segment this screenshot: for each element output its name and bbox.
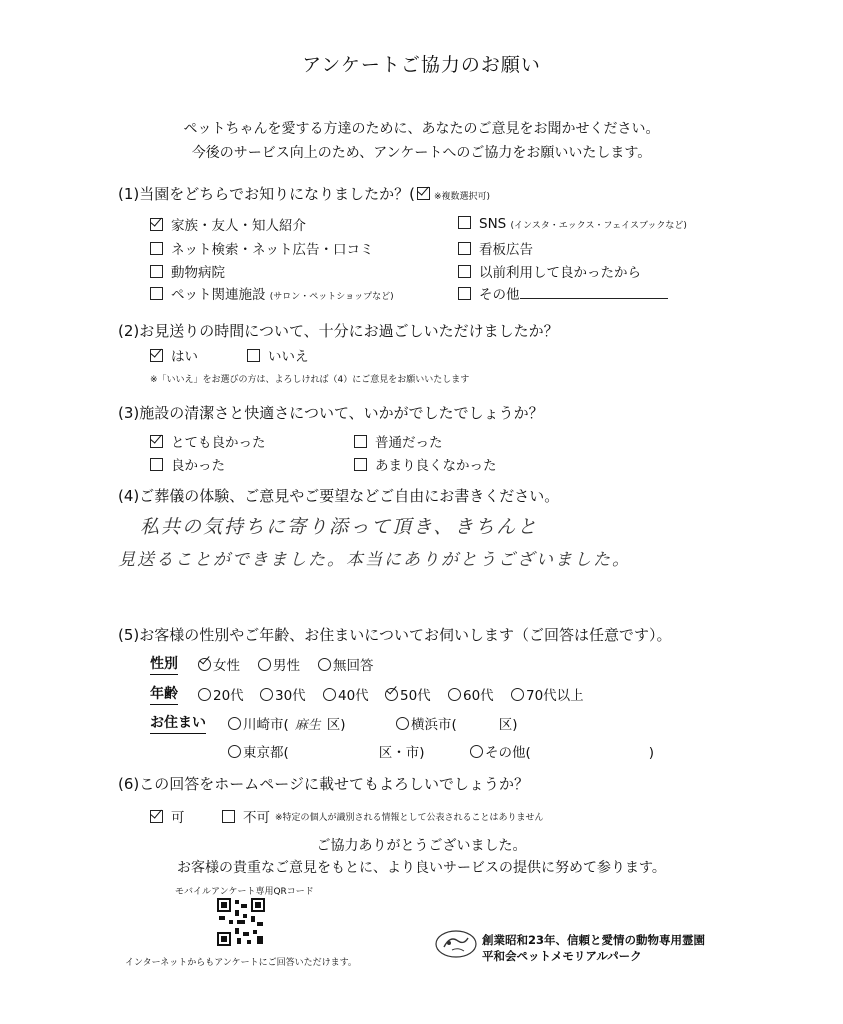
radio-icon[interactable] bbox=[198, 658, 211, 671]
checkbox-icon[interactable] bbox=[150, 287, 163, 300]
q2-yes[interactable]: はい bbox=[150, 345, 198, 365]
closing-line-1: ご協力ありがとうございました。 bbox=[316, 838, 527, 854]
checkbox-icon bbox=[417, 187, 430, 200]
gender-label: 性別 bbox=[150, 653, 178, 675]
age-40s[interactable]: 40代 bbox=[323, 684, 369, 704]
residence-tokyo[interactable]: 東京都( 区・市) bbox=[228, 741, 425, 761]
age-label: 年齢 bbox=[150, 683, 178, 705]
q6-allow[interactable]: 可 bbox=[150, 806, 185, 826]
checkbox-icon[interactable] bbox=[150, 218, 163, 231]
q1-option-past-use[interactable]: 以前利用して良かったから bbox=[458, 261, 641, 281]
q1-option-other[interactable]: その他 bbox=[458, 283, 668, 303]
q6-question: (6)この回答をホームページに載せてもよろしいでしょうか？ bbox=[118, 775, 529, 793]
checkbox-icon[interactable] bbox=[247, 349, 260, 362]
q6-note: ※特定の個人が識別される情報として公表されることはありません bbox=[275, 813, 544, 823]
q4-answer-line-2[interactable]: 見送ることができました。本当にありがとうございました。 bbox=[118, 550, 631, 570]
checkbox-icon[interactable] bbox=[222, 810, 235, 823]
checkbox-icon[interactable] bbox=[150, 458, 163, 471]
intro-line-1: ペットちゃんを愛する方達のために、あなたのご意見をお聞かせください。 bbox=[183, 121, 660, 137]
radio-icon[interactable] bbox=[385, 688, 398, 701]
radio-icon[interactable] bbox=[198, 688, 211, 701]
radio-icon[interactable] bbox=[228, 745, 241, 758]
q2-no[interactable]: いいえ bbox=[247, 345, 309, 365]
q3-option-not-good[interactable]: あまり良くなかった bbox=[354, 454, 497, 474]
checkbox-icon[interactable] bbox=[150, 810, 163, 823]
q2-question: (2)お見送りの時間について、十分にお過ごしいただけましたか？ bbox=[118, 322, 559, 340]
age-30s[interactable]: 30代 bbox=[260, 684, 306, 704]
q1-option-family[interactable]: 家族・友人・知人紹介 bbox=[150, 214, 306, 234]
radio-icon[interactable] bbox=[511, 688, 524, 701]
q3-option-good[interactable]: 良かった bbox=[150, 454, 225, 474]
q6-deny[interactable]: 不可 bbox=[222, 806, 270, 826]
q1-option-sns[interactable]: SNS (インスタ・エックス・フェイスブックなど) bbox=[458, 216, 687, 232]
age-50s[interactable]: 50代 bbox=[385, 684, 431, 704]
checkbox-icon[interactable] bbox=[150, 349, 163, 362]
radio-icon[interactable] bbox=[260, 688, 273, 701]
intro-line-2: 今後のサービス向上のため、アンケートへのご協力をお願いいたします。 bbox=[191, 145, 652, 161]
gender-no-answer[interactable]: 無回答 bbox=[318, 654, 374, 674]
residence-yokohama[interactable]: 横浜市( 区) bbox=[396, 713, 518, 733]
closing-line-2: お客様の貴重なご意見をもとに、より良いサービスの提供に努めて参ります。 bbox=[177, 860, 666, 876]
age-60s[interactable]: 60代 bbox=[448, 684, 494, 704]
checkbox-icon[interactable] bbox=[354, 458, 367, 471]
radio-icon[interactable] bbox=[323, 688, 336, 701]
q3-option-very-good[interactable]: とても良かった bbox=[150, 431, 266, 451]
checkbox-icon[interactable] bbox=[354, 435, 367, 448]
radio-icon[interactable] bbox=[396, 717, 409, 730]
radio-icon[interactable] bbox=[258, 658, 271, 671]
checkbox-icon[interactable] bbox=[150, 435, 163, 448]
residence-other[interactable]: その他( ) bbox=[470, 741, 654, 761]
q1-question: (1)当園をどちらでお知りになりましたか？( ※複数選択可) bbox=[118, 185, 491, 203]
q1-option-pet-facility[interactable]: ペット関連施設 (サロン・ペットショップなど) bbox=[150, 283, 394, 303]
gender-male[interactable]: 男性 bbox=[258, 654, 300, 674]
q4-question: (4)ご葬儀の体験、ご意見やご要望などご自由にお書きください。 bbox=[118, 487, 560, 505]
page-title: アンケートご協力のお願い bbox=[302, 54, 541, 76]
q1-option-vet[interactable]: 動物病院 bbox=[150, 261, 225, 281]
q1-option-signboard[interactable]: 看板広告 bbox=[458, 238, 533, 258]
multi-select-note: ※複数選択可) bbox=[433, 192, 491, 202]
radio-icon[interactable] bbox=[448, 688, 461, 701]
company-logo-icon bbox=[434, 929, 478, 959]
q4-answer-line-1[interactable]: 私共の気持ちに寄り添って頂き、きちんと bbox=[140, 516, 539, 538]
checkbox-icon[interactable] bbox=[458, 265, 471, 278]
company-tagline: 創業昭和23年、信頼と愛情の動物専用霊園 bbox=[482, 933, 706, 947]
checkbox-icon[interactable] bbox=[458, 216, 471, 229]
company-name: 平和会ペットメモリアルパーク bbox=[482, 949, 642, 963]
radio-icon[interactable] bbox=[470, 745, 483, 758]
q2-note: ※「いいえ」をお選びの方は、よろしければ（4）にご意見をお願いいたします bbox=[150, 375, 470, 385]
checkbox-icon[interactable] bbox=[150, 265, 163, 278]
residence-label: お住まい bbox=[150, 712, 206, 734]
qr-caption: モバイルアンケート専用QRコード bbox=[175, 887, 314, 897]
internet-note: インターネットからもアンケートにご回答いただけます。 bbox=[125, 958, 357, 968]
residence-kawasaki[interactable]: 川崎市( 麻生 区) bbox=[228, 713, 346, 733]
age-20s[interactable]: 20代 bbox=[198, 684, 244, 704]
radio-icon[interactable] bbox=[318, 658, 331, 671]
q1-option-net[interactable]: ネット検索・ネット広告・口コミ bbox=[150, 238, 374, 258]
checkbox-icon[interactable] bbox=[458, 242, 471, 255]
gender-female[interactable]: 女性 bbox=[198, 654, 240, 674]
checkbox-icon[interactable] bbox=[458, 287, 471, 300]
q5-question: (5)お客様の性別やご年齢、お住まいについてお伺いします（ご回答は任意です）。 bbox=[118, 626, 672, 644]
qr-code-icon[interactable] bbox=[217, 898, 265, 946]
q3-option-normal[interactable]: 普通だった bbox=[354, 431, 443, 451]
kawasaki-ward-input[interactable]: 麻生 bbox=[294, 718, 321, 733]
age-70s-plus[interactable]: 70代以上 bbox=[511, 684, 584, 704]
other-blank[interactable] bbox=[520, 287, 668, 299]
q3-question: (3)施設の清潔さと快適さについて、いかがでしたでしょうか？ bbox=[118, 404, 544, 422]
radio-icon[interactable] bbox=[228, 717, 241, 730]
checkbox-icon[interactable] bbox=[150, 242, 163, 255]
